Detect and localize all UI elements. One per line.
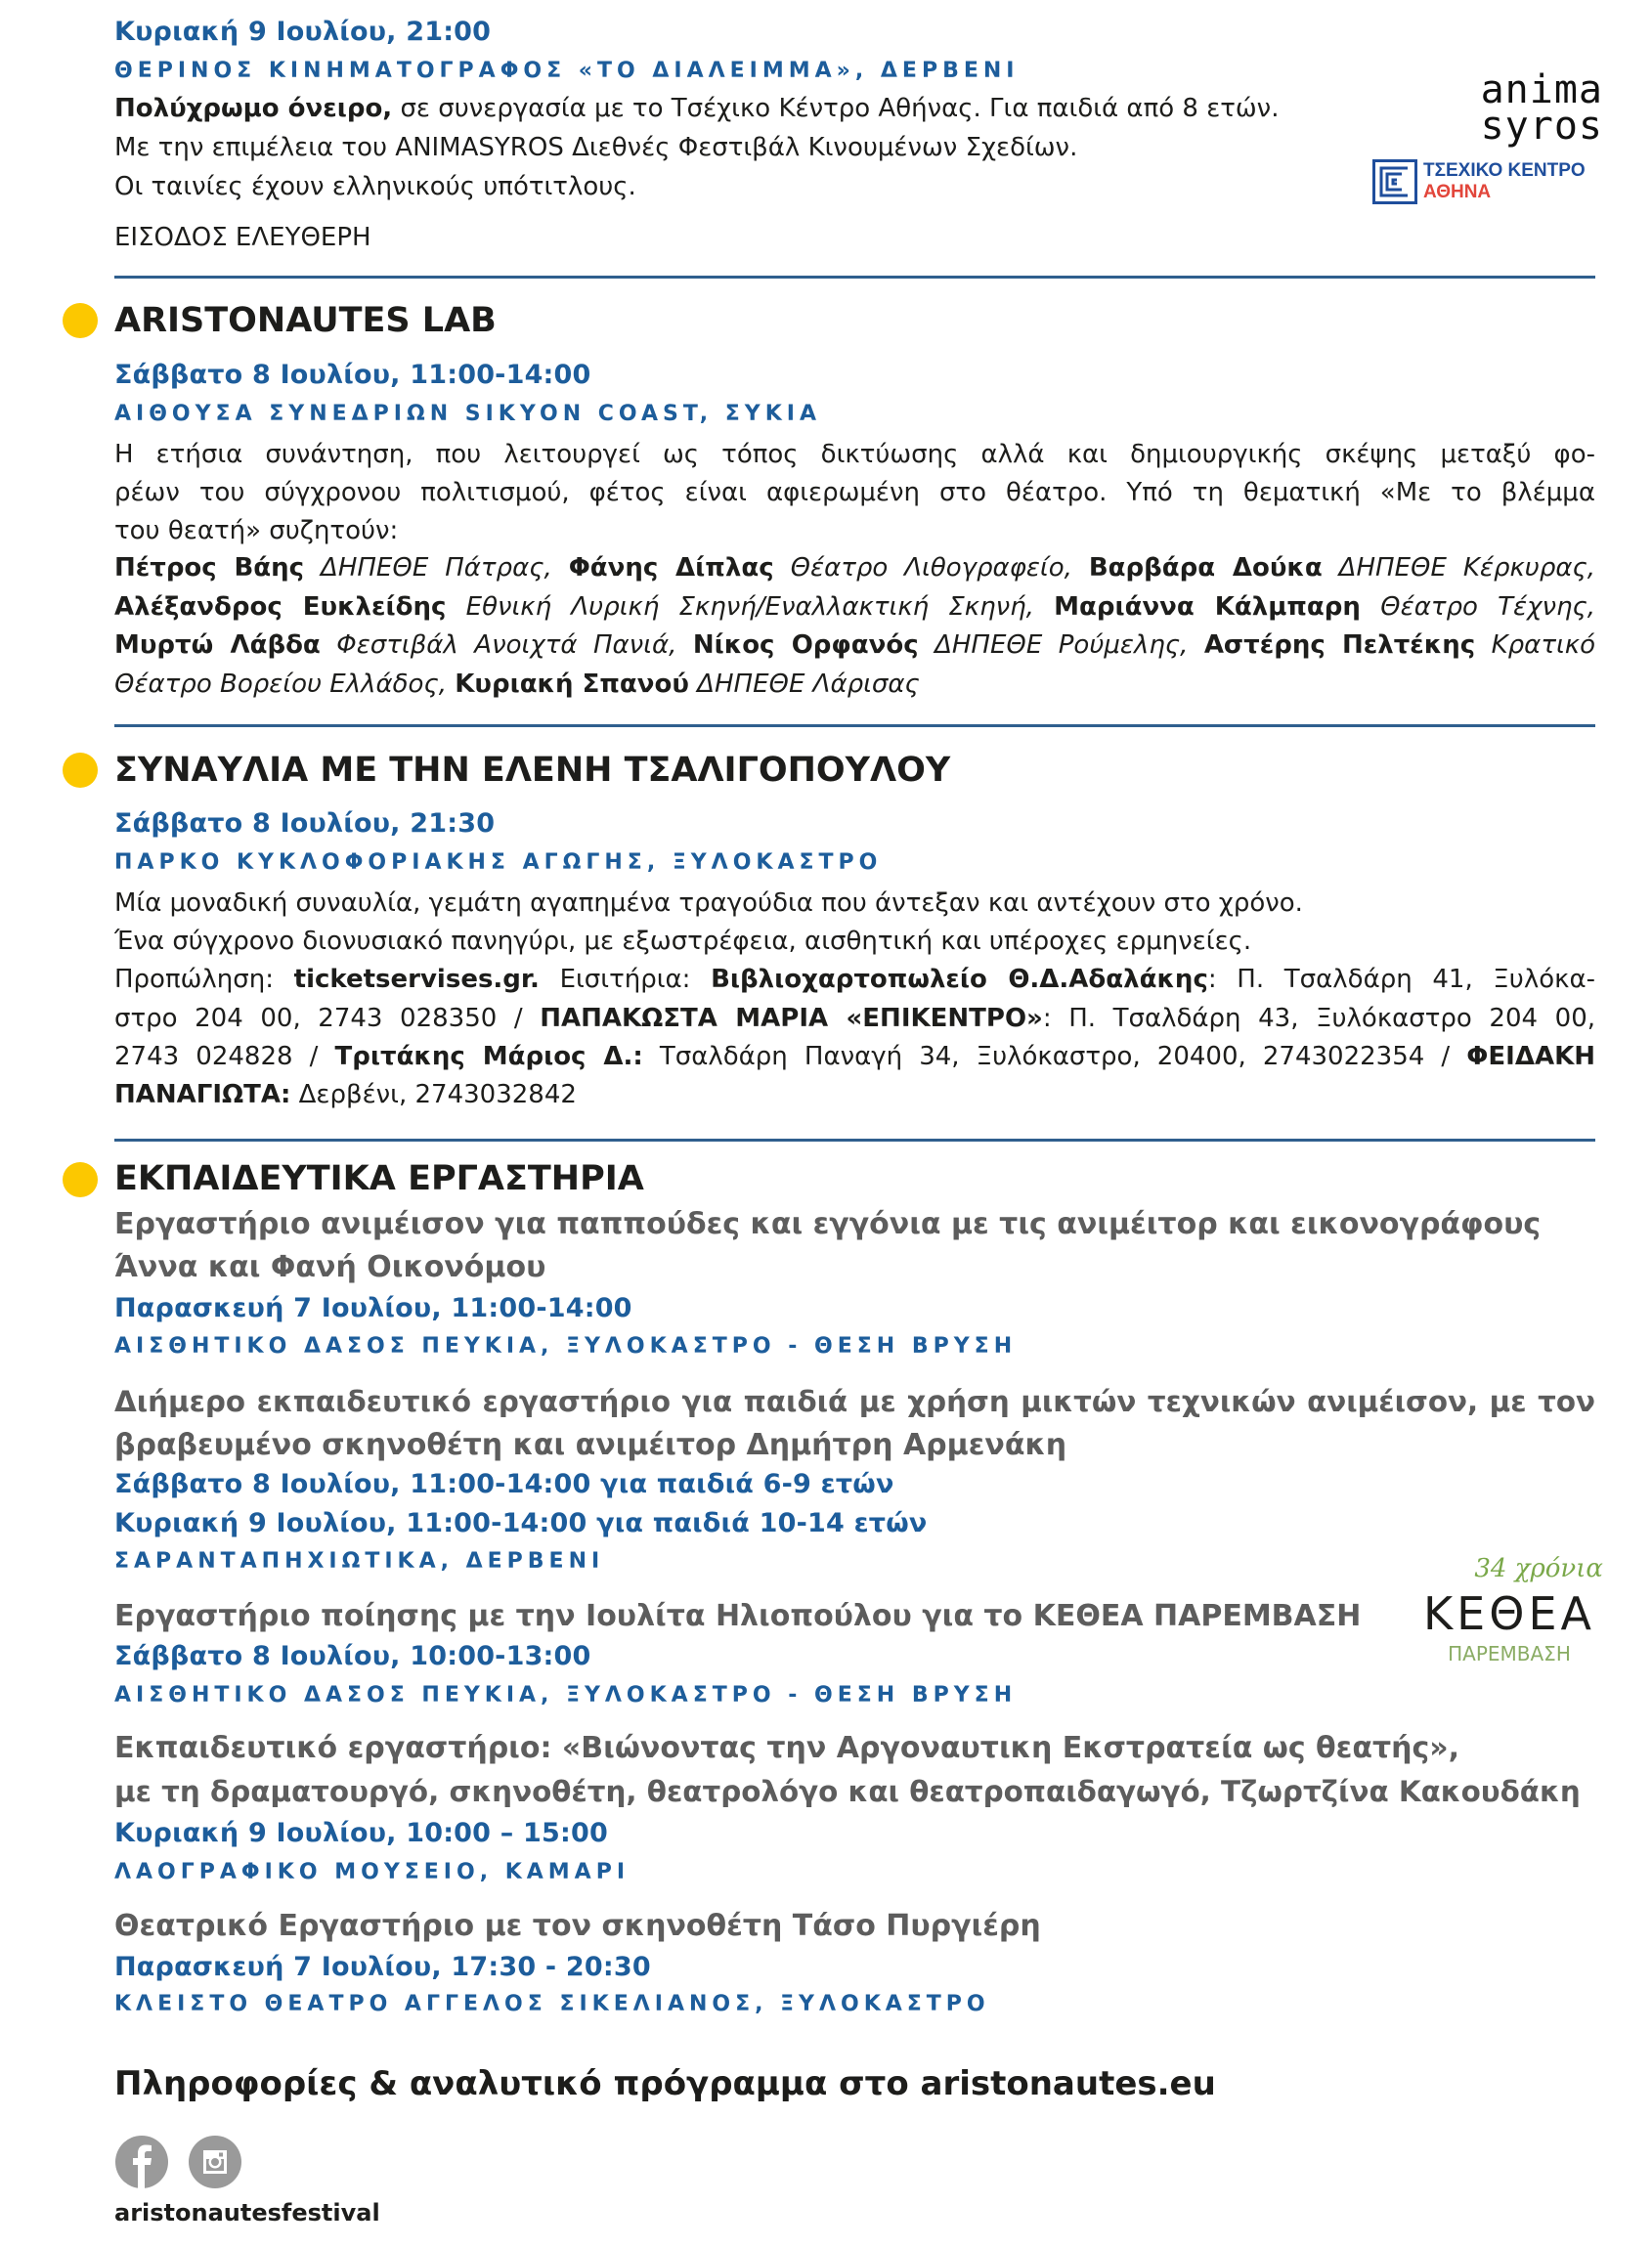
workshop-date: Σάββατο 8 Ιουλίου, 11:00-14:00 για παιδιά 6-9 ετών	[114, 1469, 894, 1499]
bullet-dot-icon	[63, 303, 98, 338]
kethea-logo	[1415, 1554, 1603, 1671]
czech-centre-logo	[1372, 159, 1603, 204]
text-segment: Προπώληση:	[114, 967, 294, 994]
text-segment: Τσαλδάρη Παναγή 34, Ξυλόκαστρο, 20400, 2743022354 /	[642, 1044, 1467, 1071]
bold-text: Νίκος Ορφανός	[692, 632, 919, 660]
workshop-date: Παρασκευή 7 Ιουλίου, 11:00-14:00	[114, 1293, 632, 1323]
bold-text: Πολύχρωμο όνειρο,	[114, 94, 393, 123]
description-line	[114, 518, 1595, 543]
czech-centre-mark-icon	[1372, 159, 1417, 204]
bold-text: ΠΑΠΑΚΩΣΤΑ ΜΑΡΙΑ «ΕΠΙΚΕΝΤΡΟ»	[540, 1006, 1043, 1033]
description-line	[114, 442, 1595, 475]
participants-line	[114, 632, 1595, 666]
czech-centre-line1: ΤΣΕΧΙΚΟ ΚΕΝΤΡΟ	[1423, 160, 1586, 181]
bold-text: ΠΑΝΑΓΙΩΤΑ:	[114, 1080, 291, 1109]
czech-centre-line2: ΑΘΗΝΑ	[1423, 182, 1492, 202]
animasyros-logo-line1: anima	[1480, 67, 1603, 112]
text-segment: : Π. Τσαλδάρη 43, Ξυλόκαστρο 204 00,	[1042, 1006, 1595, 1033]
bold-text: Βαρβάρα Δούκα	[1088, 555, 1323, 583]
text-segment: Οι ταινίες έχουν ελληνικούς υπότιτλους.	[114, 172, 636, 201]
bold-text: Βιβλιοχαρτοπωλείο Θ.Δ.Αδαλάκης	[711, 967, 1208, 994]
italic-text: ΔΗΠΕΘΕ Πάτρας,	[304, 555, 569, 583]
tickets-line	[114, 1082, 1595, 1107]
text-segment: Με την επιμέλεια του ANIMASYROS Διεθνές Φεστιβάλ Κινουμένων Σχεδίων.	[114, 133, 1078, 162]
info-link[interactable]: Πληροφορίες & αναλυτικό πρόγραμμα στο aristonautes.eu	[114, 2064, 1216, 2103]
tickets-line	[114, 1044, 1595, 1077]
workshop-date: Κυριακή 9 Ιουλίου, 11:00-14:00 για παιδιά 10-14 ετών	[114, 1508, 928, 1538]
italic-text: Φεστιβάλ Ανοιχτά Πανιά,	[320, 632, 693, 660]
bold-text: Κυριακή Σπανού	[455, 670, 689, 699]
text-segment: 2743 024828 /	[114, 1044, 335, 1071]
workshop-title: βραβευμένο σκηνοθέτη και ανιμέιτορ Δημήτρη Αρμενάκη	[114, 1428, 1067, 1462]
facebook-glyph-icon	[115, 2136, 168, 2188]
bold-text: Αλέξανδρος Ευκλείδης	[114, 594, 447, 622]
text-segment: Ένα σύγχρονο διονυσιακό πανηγύρι, με εξωστρέφεια, αισθητική και υπέροχες ερμηνείες.	[114, 927, 1252, 956]
text-segment: : Π. Τσαλδάρη 41, Ξυλόκα-	[1207, 967, 1595, 994]
text-segment: Δερβένι, 2743032842	[290, 1080, 577, 1109]
bold-text: Τριτάκης Μάριος Δ.:	[334, 1044, 643, 1071]
description-line	[114, 929, 1595, 954]
kethea-name: ΚΕΘΕΑ	[1423, 1587, 1595, 1640]
workshop-date: Κυριακή 9 Ιουλίου, 10:00 – 15:00	[114, 1818, 609, 1848]
text-segment: σε συνεργασία με το Τσέχικο Κέντρο Αθήνας. Για παιδιά από 8 ετών.	[392, 94, 1280, 123]
italic-text: ΔΗΠΕΘΕ Λάρισας	[688, 670, 920, 699]
text-segment: Η ετήσια συνάντηση, που λειτουργεί ως τόπος δικτύωσης αλλά και δημιουργικής σκέψης μεταξύ φο-	[114, 442, 1595, 469]
bullet-dot-icon	[63, 1162, 98, 1197]
section-divider	[114, 276, 1595, 279]
section-heading: ΣΥΝΑΥΛΙΑ ΜΕ ΤΗΝ ΕΛΕΝΗ ΤΣΑΛΙΓΟΠΟΥΛΟΥ	[114, 751, 951, 790]
instagram-glyph-icon	[189, 2136, 241, 2188]
bold-text: ticketservises.gr.	[293, 967, 540, 994]
bold-text: Μυρτώ Λάβδα	[114, 632, 321, 660]
workshop-venue: ΚΛΕΙΣΤΟ ΘΕΑΤΡΟ ΑΓΓΕΛΟΣ ΣΙΚΕΛΙΑΝΟΣ, ΞΥΛΟΚΑΣΤΡΟ	[114, 1992, 990, 2016]
workshop-date: Σάββατο 8 Ιουλίου, 10:00-13:00	[114, 1641, 591, 1671]
italic-text: Θέατρο Λιθογραφείο,	[773, 555, 1089, 583]
workshop-date: Παρασκευή 7 Ιουλίου, 17:30 - 20:30	[114, 1952, 651, 1982]
text-segment: ρέων του σύγχρονου πολιτισμού, φέτος είναι αφιερωμένη στο θέατρο. Υπό τη θεματική «Με το βλέμμα	[114, 480, 1595, 507]
workshop-title: Εργαστήριο ανιμέισον για παππούδες και εγγόνια με τις ανιμέιτορ και εικονογράφους	[114, 1207, 1542, 1241]
italic-text: Κρατικό	[1475, 632, 1595, 660]
italic-text: ΔΗΠΕΘΕ Κέρκυρας,	[1322, 555, 1595, 583]
bullet-dot-icon	[63, 753, 98, 788]
event-date: Σάββατο 8 Ιουλίου, 11:00-14:00	[114, 360, 591, 390]
bold-text: Αστέρης Πελτέκης	[1203, 632, 1476, 660]
instagram-icon[interactable]	[189, 2136, 241, 2188]
tickets-line	[114, 1006, 1595, 1039]
text-segment: στρο 204 00, 2743 028350 /	[114, 1006, 541, 1033]
facebook-icon[interactable]	[115, 2136, 168, 2188]
workshop-venue: ΛΑΟΓΡΑΦΙΚΟ ΜΟΥΣΕΙΟ, ΚΑΜΑΡΙ	[114, 1860, 630, 1884]
workshop-venue: ΑΙΣΘΗΤΙΚΟ ΔΑΣΟΣ ΠΕΥΚΙΑ, ΞΥΛΟΚΑΣΤΡΟ - ΘΕΣΗ ΒΡΥΣΗ	[114, 1334, 1018, 1359]
workshop-title: Εκπαιδευτικό εργαστήριο: «Βιώνοντας την Αργοναυτικη Εκστρατεία ως θεατής»,	[114, 1731, 1460, 1765]
italic-text: ΔΗΠΕΘΕ Ρούμελης,	[918, 632, 1204, 660]
workshop-venue: ΣΑΡΑΝΤΑΠΗΧΙΩΤΙΚΑ, ΔΕΡΒΕΝΙ	[114, 1549, 605, 1574]
event-venue: ΘΕΡΙΝΟΣ ΚΙΝΗΜΑΤΟΓΡΑΦΟΣ «ΤΟ ΔΙΑΛΕΙΜΜΑ», ΔΕΡΒΕΝΙ	[114, 59, 1020, 83]
entry-note: ΕΙΣΟΔΟΣ ΕΛΕΥΘΕΡΗ	[114, 223, 371, 252]
participants-line	[114, 671, 1595, 697]
event-venue: ΠΑΡΚΟ ΚΥΚΛΟΦΟΡΙΑΚΗΣ ΑΓΩΓΗΣ, ΞΥΛΟΚΑΣΤΡΟ	[114, 850, 883, 875]
italic-text: Θέατρο Τέχνης,	[1360, 594, 1595, 622]
italic-text: Εθνική Λυρική Σκηνή/Εναλλακτική Σκηνή,	[446, 594, 1055, 622]
section-divider	[114, 1139, 1595, 1142]
kethea-sub: ΠΑΡΕΜΒΑΣΗ	[1448, 1642, 1571, 1665]
workshop-venue: ΑΙΣΘΗΤΙΚΟ ΔΑΣΟΣ ΠΕΥΚΙΑ, ΞΥΛΟΚΑΣΤΡΟ - ΘΕΣΗ ΒΡΥΣΗ	[114, 1683, 1018, 1708]
description-line	[114, 890, 1595, 916]
text-segment: Μία μοναδική συναυλία, γεμάτη αγαπημένα τραγούδια που άντεξαν και αντέχουν στο χρόνο.	[114, 888, 1303, 918]
workshop-title: Άννα και Φανή Οικονόμου	[114, 1250, 546, 1284]
event-date: Κυριακή 9 Ιουλίου, 21:00	[114, 17, 492, 47]
bold-text: Μαριάννα Κάλμπαρη	[1054, 594, 1361, 622]
event-date: Σάββατο 8 Ιουλίου, 21:30	[114, 808, 496, 839]
bold-text: Φάνης Δίπλας	[568, 555, 774, 583]
animasyros-logo-line2: syros	[1480, 104, 1603, 149]
bold-text: Πέτρος Βάης	[114, 555, 305, 583]
description-line	[114, 480, 1595, 513]
tickets-line	[114, 967, 1595, 1000]
participants-line	[114, 594, 1595, 627]
participants-line	[114, 555, 1595, 588]
section-heading: ΕΚΠΑΙΔΕΥΤΙΚΑ ΕΡΓΑΣΤΗΡΙΑ	[114, 1159, 644, 1198]
social-handle[interactable]: aristonautesfestival	[114, 2199, 380, 2226]
italic-text: Θέατρο Βορείου Ελλάδος,	[114, 670, 456, 699]
workshop-title: Θεατρικό Εργαστήριο με τον σκηνοθέτη Τάσο Πυργιέρη	[114, 1909, 1041, 1943]
text-segment: του θεατή» συζητούν:	[114, 516, 399, 545]
workshop-title: Εργαστήριο ποίησης με την Ιουλίτα Ηλιοπούλου για το ΚΕΘΕΑ ΠΑΡΕΜΒΑΣΗ	[114, 1599, 1362, 1633]
event-venue: ΑΙΘΟΥΣΑ ΣΥΝΕΔΡΙΩΝ SIKYON COAST, ΣΥΚΙΑ	[114, 402, 822, 426]
workshop-title: Διήμερο εκπαιδευτικό εργαστήριο για παιδιά με χρήση μικτών τεχνικών ανιμέισον, με τον	[114, 1388, 1595, 1418]
description-line	[114, 96, 1595, 121]
kethea-years: 34 χρόνια	[1474, 1554, 1603, 1583]
section-heading: ARISTONAUTES LAB	[114, 301, 497, 340]
workshop-title: με τη δραματουργό, σκηνοθέτη, θεατρολόγο και θεατροπαιδαγωγό, Τζωρτζίνα Κακουδάκη	[114, 1775, 1581, 1808]
section-divider	[114, 724, 1595, 727]
animasyros-logo	[1466, 67, 1603, 154]
description-line	[114, 135, 1595, 160]
text-segment: Εισιτήρια:	[539, 967, 712, 994]
bold-text: ΦΕΙΔΑΚΗ	[1466, 1044, 1595, 1071]
